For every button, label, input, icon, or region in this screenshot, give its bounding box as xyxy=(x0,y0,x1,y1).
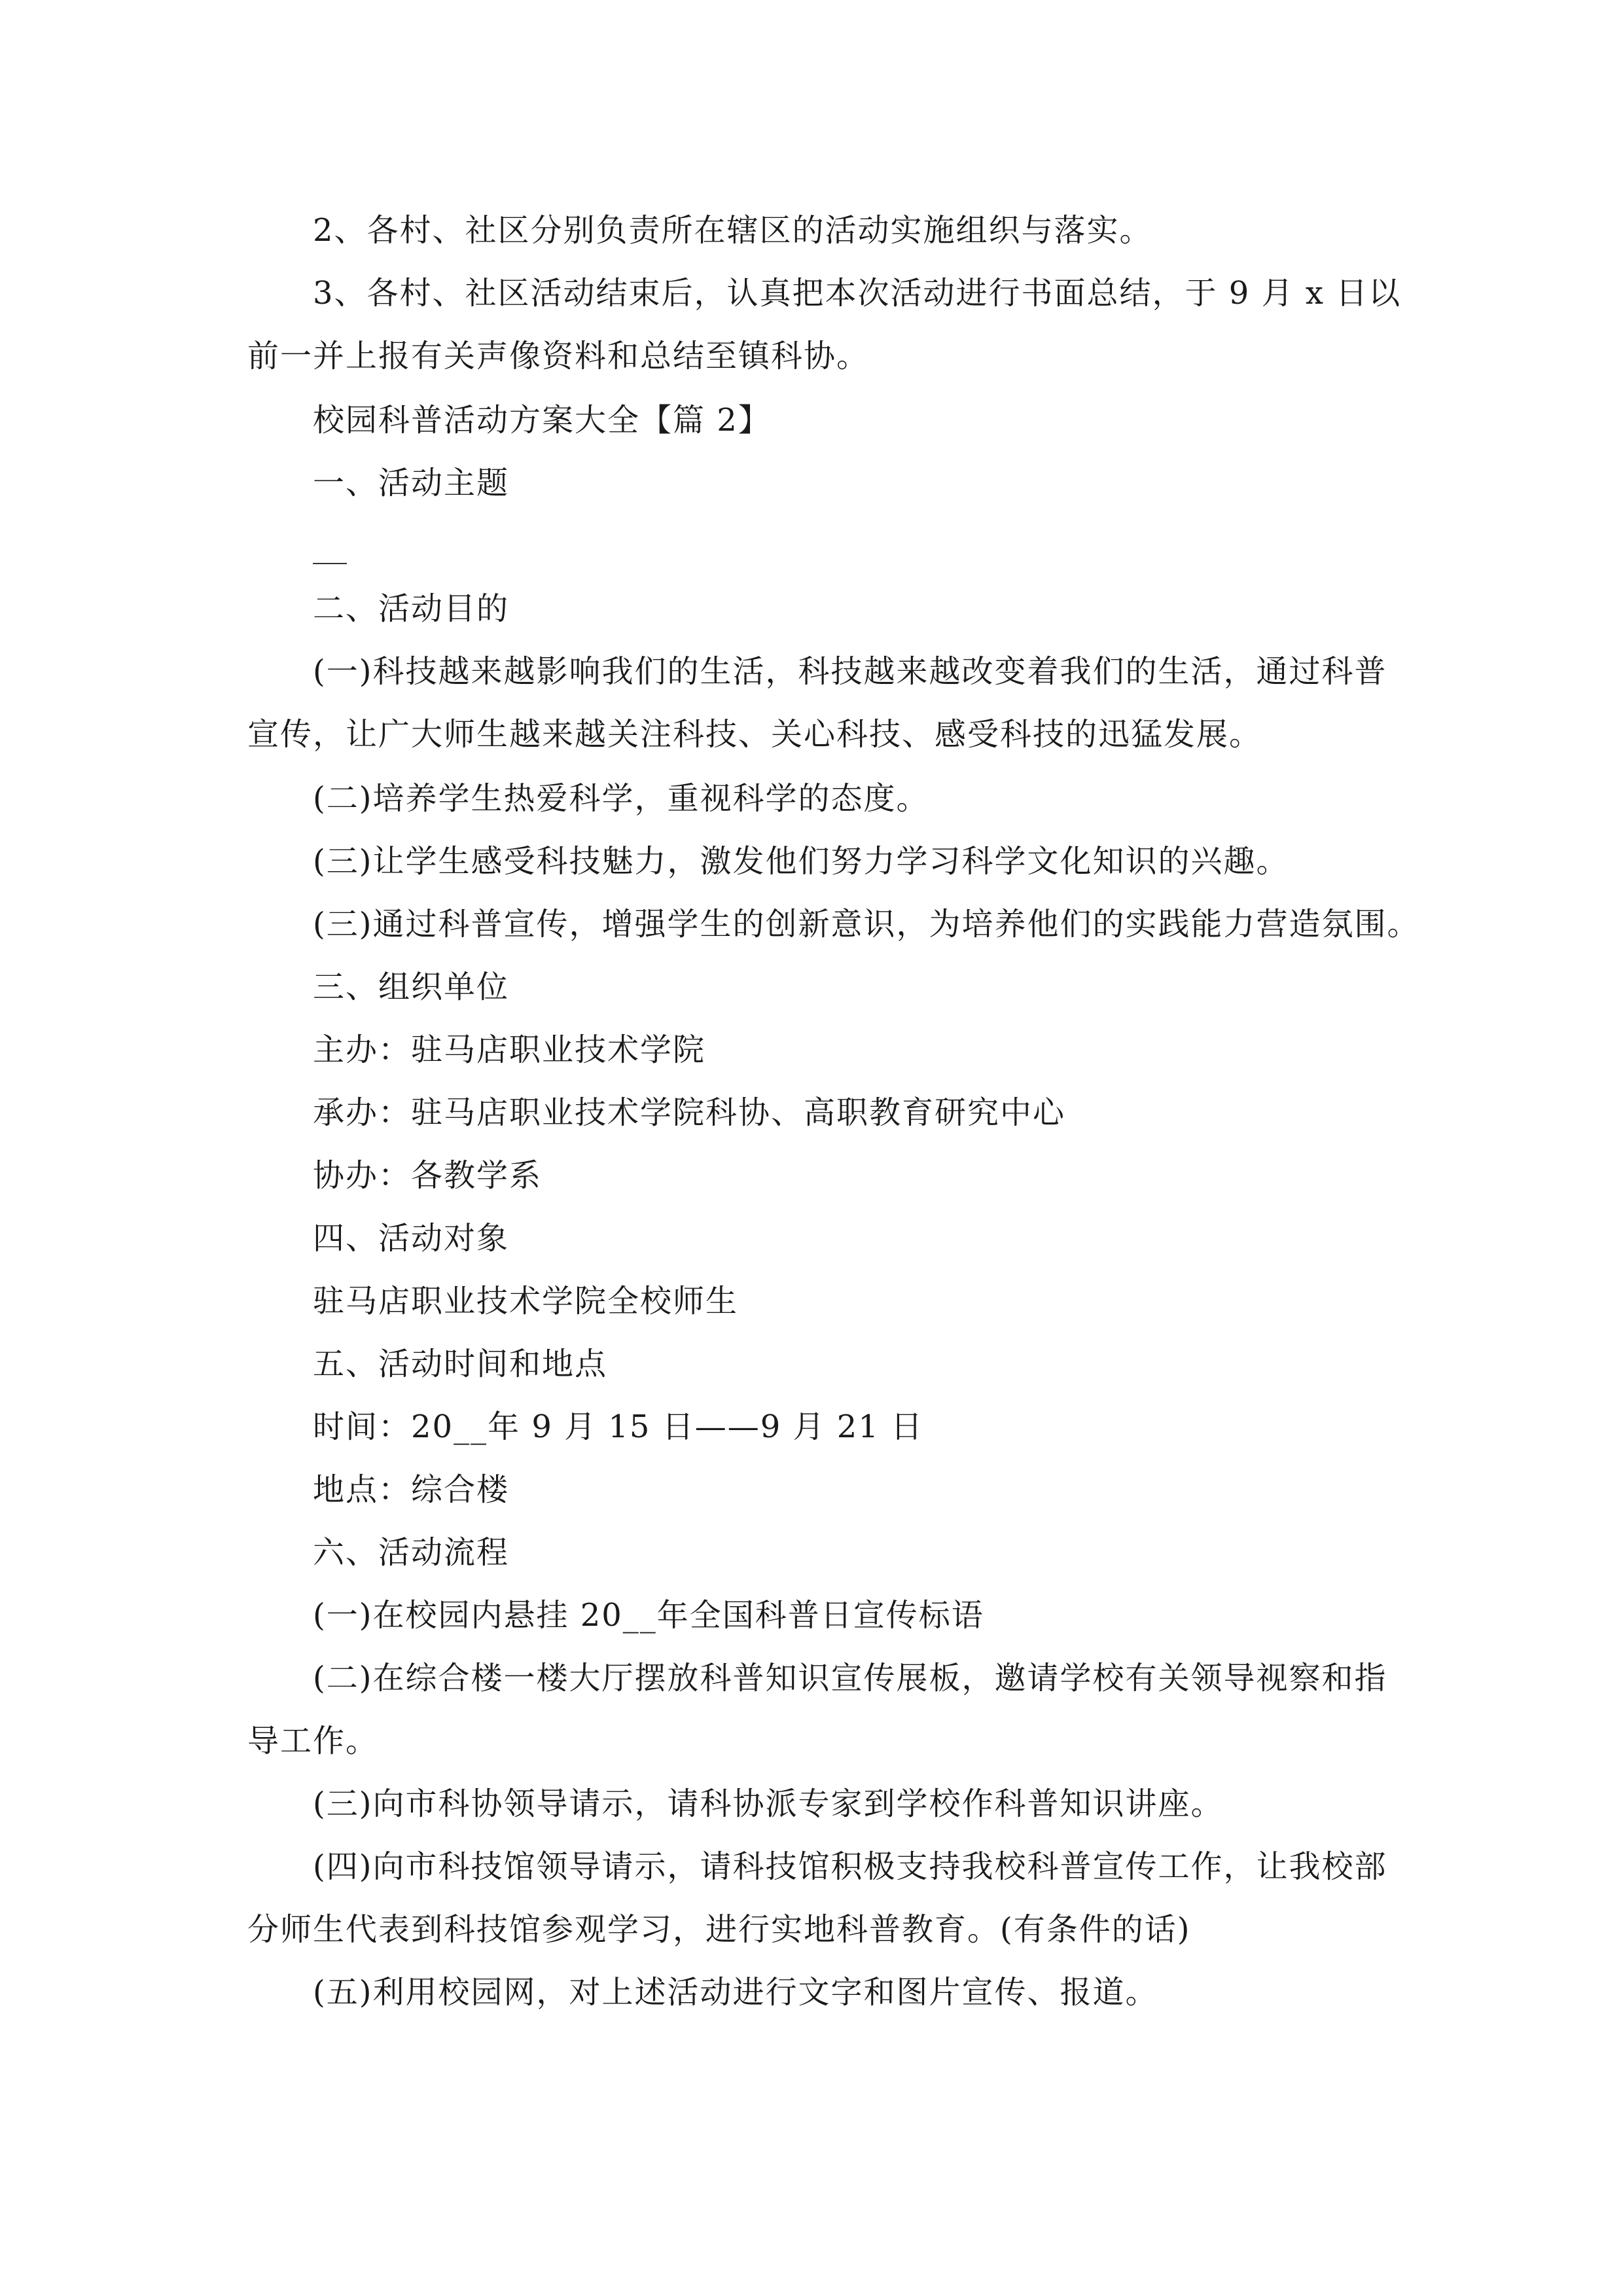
paragraph-line: (四)向市科技馆领导请示，请科技馆积极支持我校科普宣传工作，让我校部 xyxy=(313,1848,1387,1885)
section-title: 校园科普活动方案大全【篇 2】 xyxy=(313,402,771,439)
blank-underline xyxy=(313,563,347,564)
paragraph-line: 驻马店职业技术学院全校师生 xyxy=(313,1283,739,1319)
heading: 四、活动对象 xyxy=(313,1220,510,1257)
paragraph-line: 承办：驻马店职业技术学院科协、高职教育研究中心 xyxy=(313,1094,1066,1131)
heading: 一、活动主题 xyxy=(313,465,510,501)
paragraph-line: (一)在校园内悬挂 20__年全国科普日宣传标语 xyxy=(313,1597,984,1634)
paragraph-line: 分师生代表到科技馆参观学习，进行实地科普教育。(有条件的话) xyxy=(247,1911,1191,1948)
paragraph-line: 前一并上报有关声像资料和总结至镇科协。 xyxy=(247,338,870,374)
paragraph-line: (三)通过科普宣传，增强学生的创新意识，为培养他们的实践能力营造氛围。 xyxy=(313,906,1420,942)
paragraph-line: (三)向市科协领导请示，请科协派专家到学校作科普知识讲座。 xyxy=(313,1785,1224,1822)
paragraph-line: 导工作。 xyxy=(247,1723,379,1759)
paragraph-line: 宣传，让广大师生越来越关注科技、关心科技、感受科技的迅猛发展。 xyxy=(247,716,1262,753)
paragraph-line: (五)利用校园网，对上述活动进行文字和图片宣传、报道。 xyxy=(313,1974,1158,2011)
heading: 五、活动时间和地点 xyxy=(313,1346,608,1382)
paragraph-line: (一)科技越来越影响我们的生活，科技越来越改变着我们的生活，通过科普 xyxy=(313,653,1387,690)
paragraph-line: 协办：各教学系 xyxy=(313,1157,543,1194)
heading: 二、活动目的 xyxy=(313,590,510,627)
paragraph-line: (三)让学生感受科技魅力，激发他们努力学习科学文化知识的兴趣。 xyxy=(313,843,1289,880)
paragraph-line: 地点：综合楼 xyxy=(313,1471,510,1508)
heading: 六、活动流程 xyxy=(313,1534,510,1571)
paragraph-line: (二)在综合楼一楼大厅摆放科普知识宣传展板，邀请学校有关领导视察和指 xyxy=(313,1660,1387,1696)
paragraph-line: 时间：20__年 9 月 15 日——9 月 21 日 xyxy=(313,1408,924,1445)
heading: 三、组织单位 xyxy=(313,969,510,1005)
paragraph-line: 主办：驻马店职业技术学院 xyxy=(313,1031,706,1068)
paragraph-line: (二)培养学生热爱科学，重视科学的态度。 xyxy=(313,780,929,817)
paragraph-line: 2、各村、社区分别负责所在辖区的活动实施组织与落实。 xyxy=(313,212,1152,249)
paragraph-line: 3、各村、社区活动结束后，认真把本次活动进行书面总结，于 9 月 x 日以 xyxy=(313,275,1402,312)
